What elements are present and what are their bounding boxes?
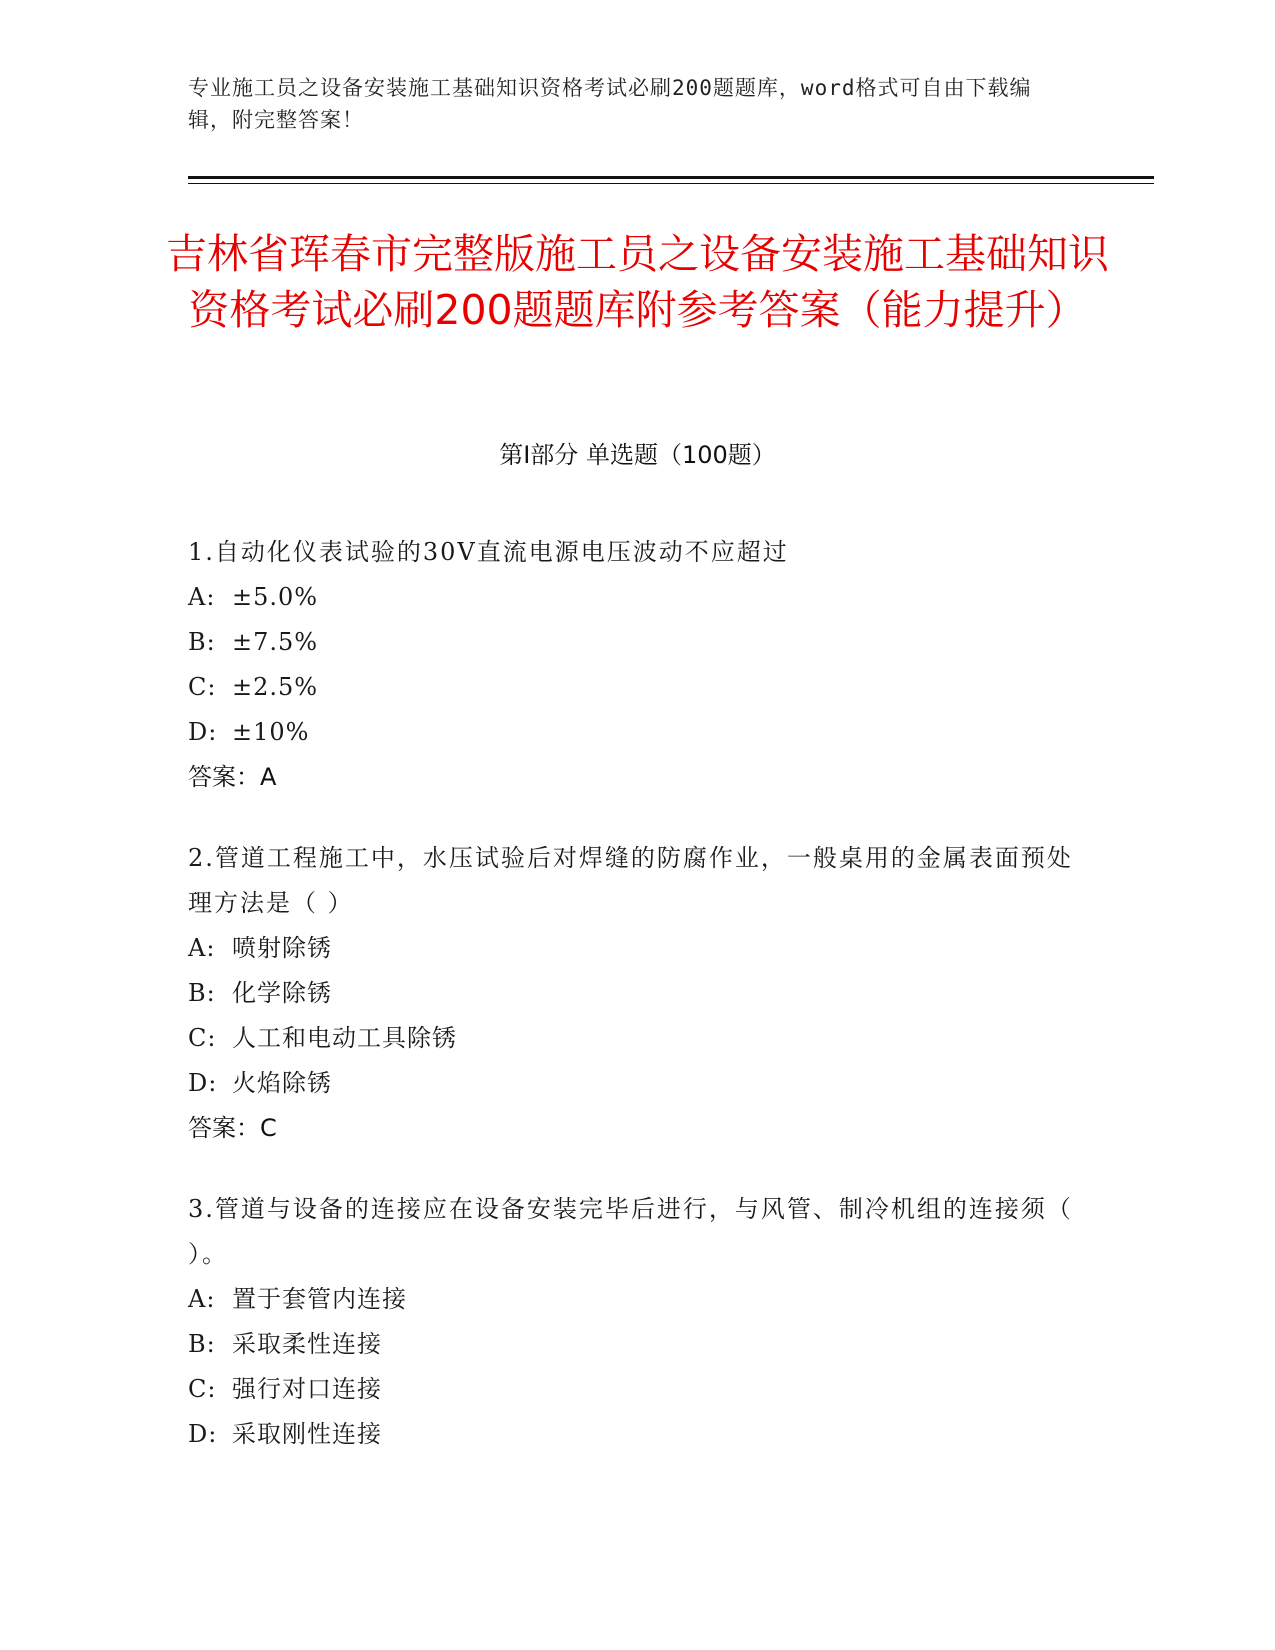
option-letter: D: — [188, 718, 218, 746]
option-letter: C: — [188, 673, 217, 701]
option-letter: A: — [188, 583, 216, 611]
option-letter: B: — [188, 1330, 216, 1358]
option-letter: B: — [188, 979, 216, 1007]
option-text: 强行对口连接 — [232, 1375, 382, 1403]
option-b — [188, 1322, 1088, 1367]
answer: 答案：C — [188, 1114, 277, 1142]
header-note: 专业施工员之设备安装施工基础知识资格考试必刷200题题库，word格式可自由下载编辑，附完整答案！ — [188, 76, 1032, 132]
question-2 — [188, 836, 1088, 1151]
option-a — [188, 1277, 1088, 1322]
document-title: 吉林省珲春市完整版施工员之设备安装施工基础知识资格考试必刷200题题库附参考答案（能力提升） — [166, 230, 1109, 334]
option-text: 采取刚性连接 — [232, 1420, 382, 1448]
option-c — [188, 1016, 1088, 1061]
option-letter: A: — [188, 1285, 216, 1313]
option-a — [188, 926, 1088, 971]
option-d — [188, 1412, 1088, 1457]
option-c — [188, 665, 1088, 710]
option-text: 采取柔性连接 — [232, 1330, 382, 1358]
option-text: 置于套管内连接 — [232, 1285, 407, 1313]
question-text: 1.自动化仪表试验的30V直流电源电压波动不应超过 — [188, 538, 789, 566]
header-rule-thick — [188, 176, 1154, 179]
option-b — [188, 620, 1088, 665]
option-letter: D: — [188, 1420, 218, 1448]
answer: 答案：A — [188, 763, 277, 791]
question-3 — [188, 1187, 1088, 1457]
option-text: 火焰除锈 — [232, 1069, 332, 1097]
option-letter: A: — [188, 934, 216, 962]
question-text: 2.管道工程施工中，水压试验后对焊缝的防腐作业，一般桌用的金属表面预处理方法是（ ） — [188, 844, 1073, 917]
option-text: ±10% — [232, 718, 310, 746]
option-b — [188, 971, 1088, 1016]
option-letter: C: — [188, 1375, 217, 1403]
option-d — [188, 710, 1088, 755]
option-d — [188, 1061, 1088, 1106]
option-text: ±5.0% — [232, 583, 319, 611]
question-1 — [188, 530, 1088, 800]
option-text: 喷射除锈 — [232, 934, 332, 962]
option-letter: C: — [188, 1024, 217, 1052]
question-list — [188, 530, 1088, 1493]
question-text: 3.管道与设备的连接应在设备安装完毕后进行，与风管、制冷机组的连接须（ ）。 — [188, 1195, 1073, 1268]
option-letter: D: — [188, 1069, 218, 1097]
option-c — [188, 1367, 1088, 1412]
option-text: ±2.5% — [232, 673, 319, 701]
option-letter: B: — [188, 628, 216, 656]
option-text: ±7.5% — [232, 628, 319, 656]
section-title: 第Ⅰ部分 单选题（100题） — [499, 441, 776, 469]
option-text: 化学除锈 — [232, 979, 332, 1007]
option-a — [188, 575, 1088, 620]
option-text: 人工和电动工具除锈 — [232, 1024, 457, 1052]
header-rule-thin — [188, 183, 1154, 184]
